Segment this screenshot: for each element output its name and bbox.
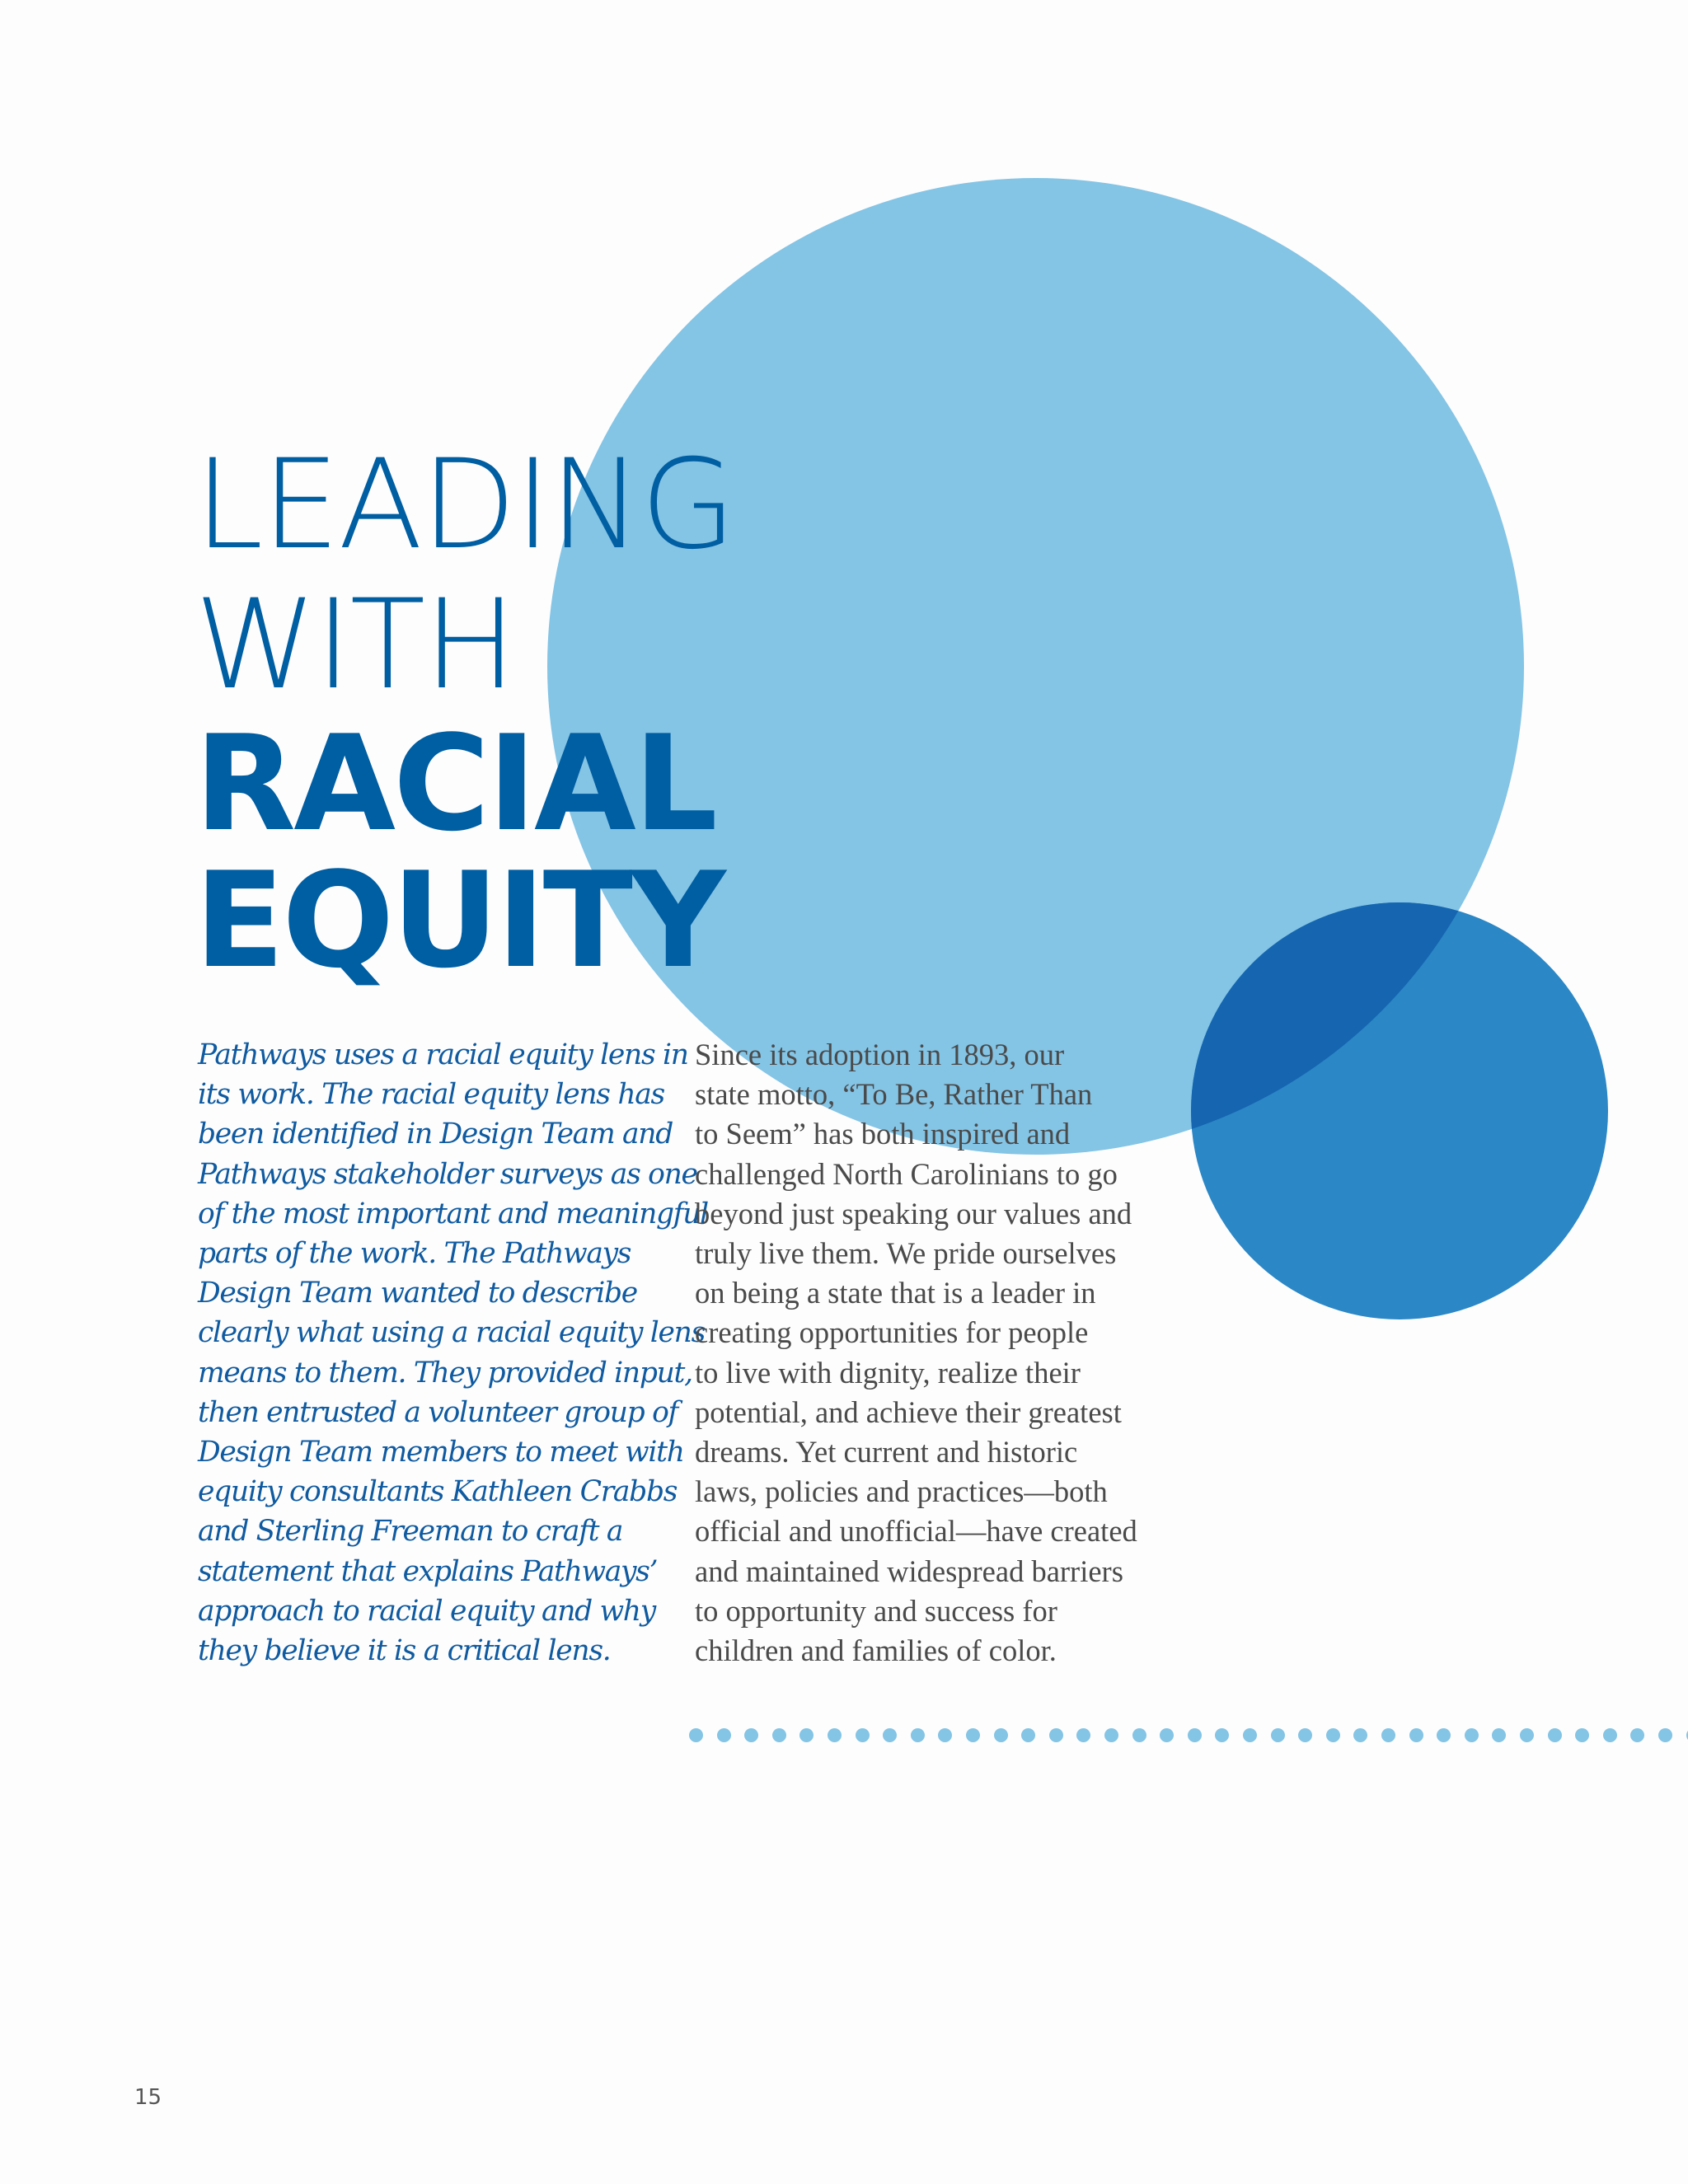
divider-dot: [911, 1728, 925, 1742]
divider-dot: [689, 1728, 703, 1742]
divider-dot: [1215, 1728, 1229, 1742]
title-line-with: WITH: [195, 574, 515, 717]
intro-paragraph-line: means to them. They provided input,: [198, 1356, 692, 1390]
divider-dot: [856, 1728, 870, 1742]
divider-dot: [1603, 1728, 1617, 1742]
divider-dot: [1465, 1728, 1479, 1742]
divider-dot: [1132, 1728, 1146, 1742]
divider-dot: [1630, 1728, 1644, 1742]
motto-paragraph-line: on being a state that is a leader in: [695, 1276, 1096, 1310]
motto-paragraph: [695, 1035, 1156, 1671]
divider-dot: [1437, 1728, 1451, 1742]
intro-paragraph-line: statement that explains Pathways’: [198, 1554, 658, 1588]
divider-dot: [1548, 1728, 1562, 1742]
title-line-leading: LEADING: [195, 434, 735, 577]
small-blue-circle: [1191, 902, 1608, 1319]
intro-paragraph-line: Pathways uses a racial equity lens in: [198, 1038, 688, 1071]
motto-paragraph-line: to Seem” has both inspired and: [695, 1117, 1071, 1151]
page-number: 15: [134, 2085, 162, 2110]
motto-paragraph-line: state motto, “To Be, Rather Than: [695, 1077, 1093, 1112]
intro-paragraph-line: Design Team wanted to describe: [198, 1277, 637, 1310]
divider-dot: [1188, 1728, 1202, 1742]
motto-paragraph-line: children and families of color.: [695, 1633, 1057, 1668]
intro-paragraph-line: clearly what using a racial equity lens: [198, 1316, 705, 1350]
intro-paragraph-line: approach to racial equity and why: [198, 1594, 655, 1628]
divider-dot: [1409, 1728, 1423, 1742]
motto-paragraph-line: potential, and achieve their greatest: [695, 1394, 1122, 1429]
motto-paragraph-line: laws, policies and practices—both: [695, 1474, 1108, 1509]
motto-paragraph-line: and maintained widespread barriers: [695, 1554, 1123, 1588]
intro-paragraph-line: Pathways stakeholder surveys as one: [198, 1157, 697, 1191]
divider-dot: [938, 1728, 952, 1742]
divider-dot: [1076, 1728, 1090, 1742]
divider-dot: [994, 1728, 1008, 1742]
divider-dot: [1243, 1728, 1257, 1742]
motto-paragraph-line: to opportunity and success for: [695, 1593, 1057, 1628]
title-line-equity: EQUITY: [195, 843, 724, 997]
divider-dot: [883, 1728, 897, 1742]
divider-dot: [828, 1728, 842, 1742]
divider-dot: [1271, 1728, 1285, 1742]
motto-paragraph-line: to live with dignity, realize their: [695, 1355, 1081, 1390]
divider-dot: [1658, 1728, 1672, 1742]
intro-paragraph-line: of the most important and meaningful: [198, 1197, 708, 1230]
motto-paragraph-line: challenged North Carolinians to go: [695, 1156, 1118, 1191]
intro-paragraph-line: they believe it is a critical lens.: [198, 1634, 611, 1668]
intro-paragraph-line: parts of the work. The Pathways: [198, 1237, 631, 1271]
page-title: [195, 434, 735, 997]
divider-dot: [1104, 1728, 1118, 1742]
intro-paragraph-line: been identified in Design Team and: [198, 1118, 673, 1151]
motto-paragraph-line: truly live them. We pride ourselves: [695, 1236, 1117, 1271]
divider-dot: [1520, 1728, 1534, 1742]
motto-paragraph-line: creating opportunities for people: [695, 1315, 1089, 1350]
intro-paragraph-line: its work. The racial equity lens has: [198, 1078, 664, 1112]
motto-paragraph-line: Since its adoption in 1893, our: [695, 1038, 1065, 1071]
intro-paragraph-line: and Sterling Freeman to craft a: [198, 1515, 623, 1549]
divider-dot: [966, 1728, 980, 1742]
divider-dot: [1049, 1728, 1063, 1742]
divider-dot: [1492, 1728, 1506, 1742]
dotted-divider: [689, 1728, 1688, 1745]
title-line-racial: RACIAL: [195, 706, 715, 860]
divider-dot: [772, 1728, 786, 1742]
motto-paragraph-line: official and unofficial—have created: [695, 1514, 1137, 1549]
motto-paragraph-line: beyond just speaking our values and: [695, 1196, 1132, 1230]
motto-paragraph-line: dreams. Yet current and historic: [695, 1435, 1078, 1469]
divider-dot: [744, 1728, 758, 1742]
intro-paragraph: [198, 1035, 708, 1671]
divider-dot: [1160, 1728, 1174, 1742]
divider-dot: [1353, 1728, 1367, 1742]
divider-dot: [1381, 1728, 1395, 1742]
divider-dot: [717, 1728, 731, 1742]
divider-dot: [799, 1728, 814, 1742]
divider-dot: [1575, 1728, 1589, 1742]
intro-paragraph-line: then entrusted a volunteer group of: [198, 1395, 678, 1429]
divider-dot: [1298, 1728, 1312, 1742]
intro-paragraph-line: Design Team members to meet with: [198, 1436, 684, 1469]
intro-paragraph-line: equity consultants Kathleen Crabbs: [198, 1475, 678, 1509]
divider-dot: [1326, 1728, 1340, 1742]
divider-dot: [1021, 1728, 1035, 1742]
